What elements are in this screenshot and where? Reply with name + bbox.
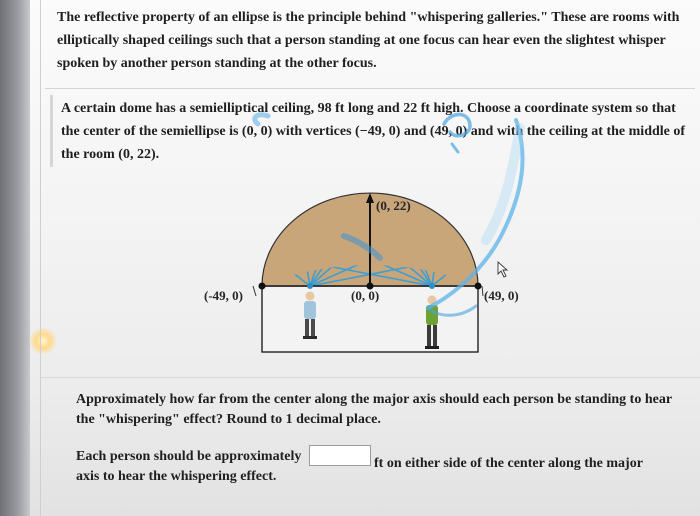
- answer-prefix-text: Each person should be approximately: [76, 449, 302, 464]
- focus-right-point: [429, 283, 435, 289]
- label-right: (49, 0): [484, 288, 519, 303]
- label-top: (0, 22): [376, 198, 411, 213]
- answer-suffix-line2: axis to hear the whispering effect.: [76, 469, 277, 484]
- label-right-tick: [482, 286, 483, 296]
- section-divider: [40, 377, 700, 378]
- label-left: (-49, 0): [204, 288, 243, 303]
- vertex-left-point: [259, 283, 266, 290]
- answer-suffix-text: ft on either side of the center along the major: [374, 456, 643, 471]
- problem-paragraph: A certain dome has a semielliptical ceiling, 98 ft long and 22 ft high. Choose a coordinate system so that the center of the semiellipse is (0, 0) with vertices (−49, 0) and (49, 0) and with the ceiling at the middle of the room (0, 22).: [61, 101, 686, 162]
- vertex-right-point: [475, 283, 482, 290]
- label-left-tick: [253, 286, 256, 296]
- label-center: (0, 0): [351, 288, 380, 303]
- question-paragraph: Approximately how far from the center along the major axis should each person be standing to hear the "whispering" effect? Round to 1 decimal place.: [76, 392, 672, 427]
- answer-input[interactable]: [309, 445, 371, 466]
- focus-left-point: [307, 283, 313, 289]
- mouse-cursor-icon: [498, 262, 507, 277]
- intro-paragraph: The reflective property of an ellipse is the principle behind "whispering galleries." These are rooms with elliptically shaped ceilings such that a person standing at one focus can hear even the slightest whisper spoken by another person standing at the other focus.: [57, 10, 680, 71]
